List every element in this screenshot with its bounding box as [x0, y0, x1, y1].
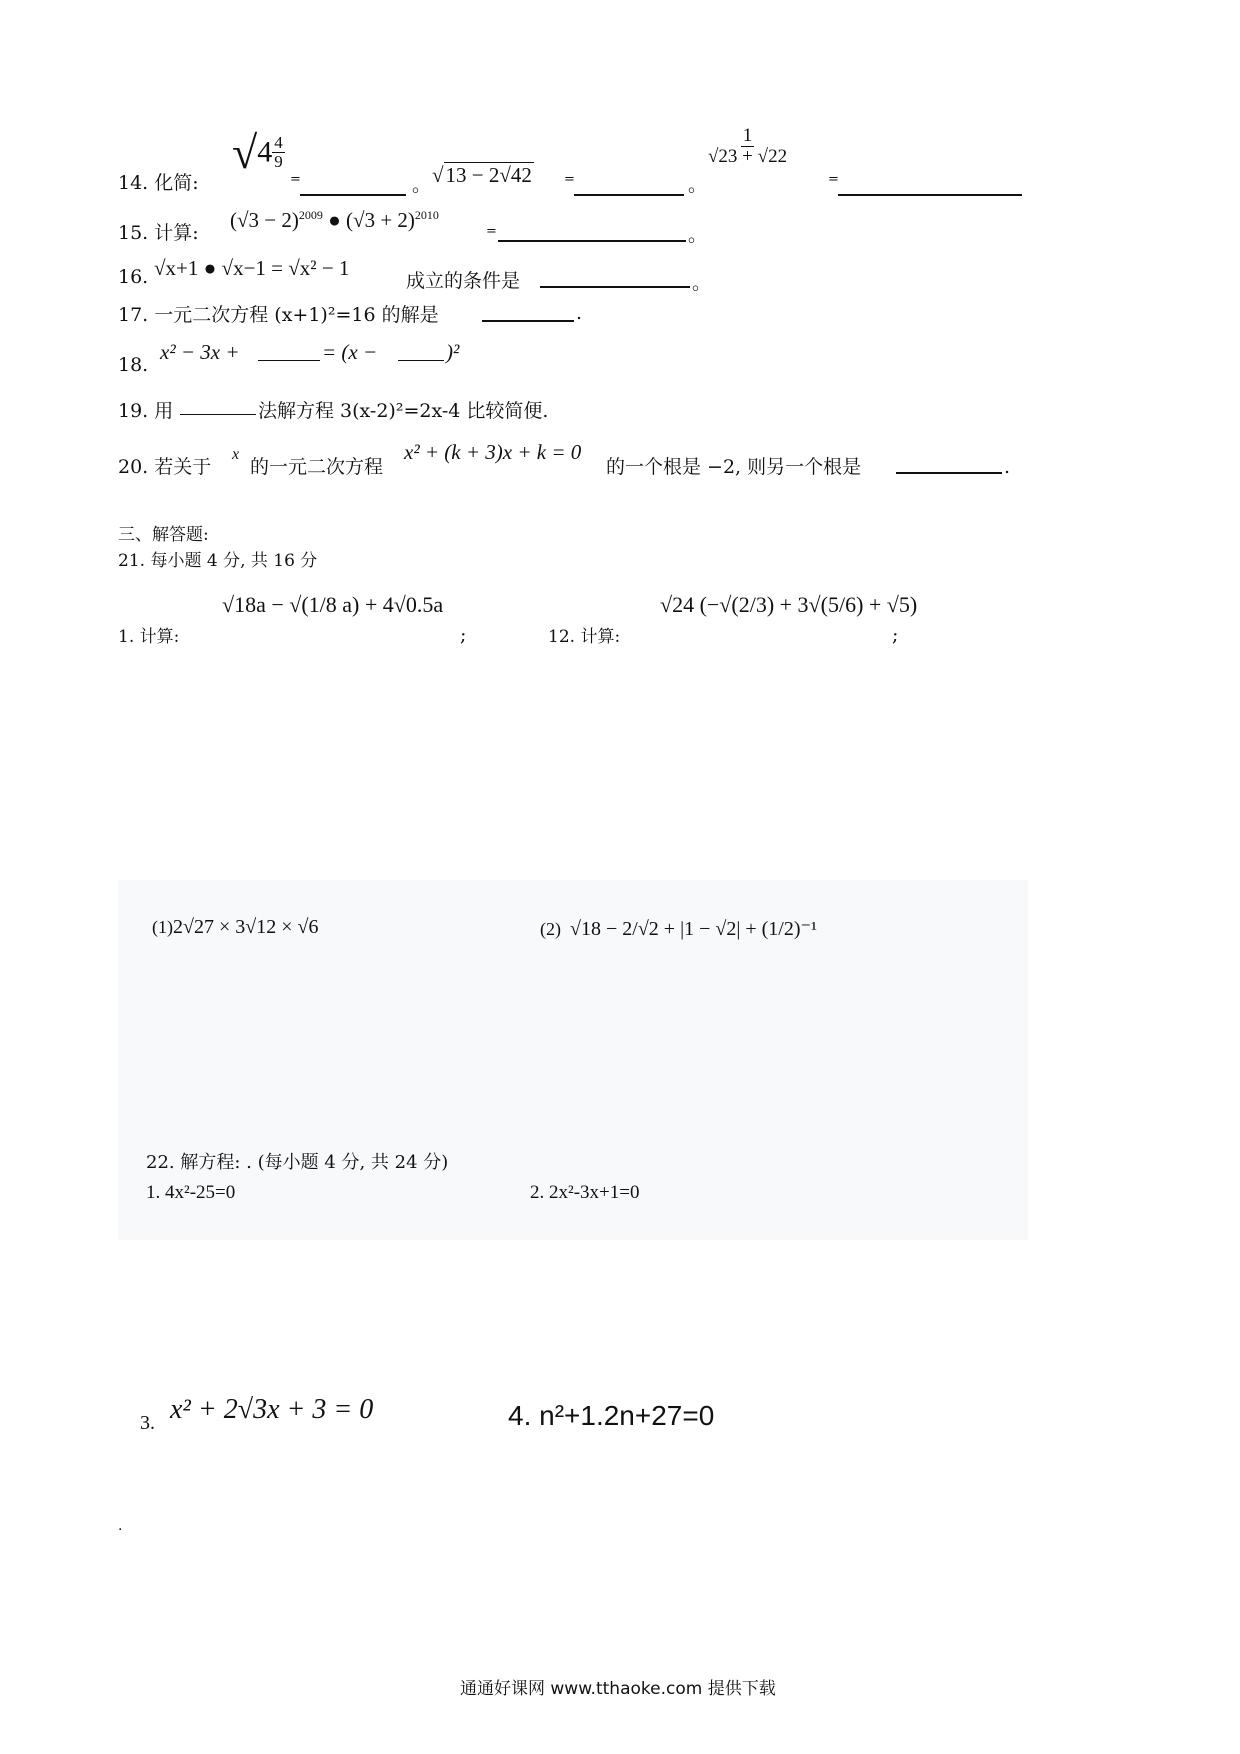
q21-header: 21. 每小题 4 分, 共 16 分 [118, 551, 318, 571]
q14-blank2[interactable] [574, 176, 684, 196]
q21-p2-expr: √24 (−√(2/3) + 3√(5/6) + √5) [660, 592, 918, 617]
q14-number: 14. 化简: [118, 172, 199, 194]
q20-blank[interactable] [896, 454, 1002, 474]
q20-var: x [232, 446, 240, 463]
q22-header: 22. 解方程: . (每小题 4 分, 共 24 分) [146, 1152, 449, 1173]
q16-text: 成立的条件是 [406, 270, 521, 292]
q21-p2-end: ; [892, 624, 899, 646]
q19-blank[interactable] [180, 398, 256, 415]
q21-p1-label: 1. 计算: [118, 627, 180, 647]
q20-c: 的一个根是 −2, 则另一个根是 [606, 456, 862, 478]
q16-blank[interactable] [540, 268, 690, 288]
q14-blank1[interactable] [300, 176, 406, 196]
q17-text: 17. 一元二次方程 (x+1)²=16 的解是 [118, 304, 439, 326]
q20-end: . [1004, 456, 1011, 478]
q16-number: 16. [118, 266, 149, 288]
q22-eq1: 1. 4x²-25=0 [146, 1182, 236, 1203]
q20-a: 20. 若关于 [118, 456, 212, 478]
q14-expr3: $\frac{1}{√23 + √22}$ [708, 125, 788, 167]
panel-item2: (2) √18 − 2/√2 + |1 − √2| + (1/2)⁻¹ [540, 918, 818, 940]
q19-a: 19. 用 [118, 400, 174, 422]
q18-number: 18. [118, 354, 149, 376]
q20-b: 的一元二次方程 [250, 456, 384, 478]
q22-eq4: 4. n²+1.2n+27=0 [508, 1400, 715, 1431]
q21-p1-end: ; [460, 624, 467, 646]
q18-blank2[interactable] [398, 344, 444, 361]
q15-end: 。 [688, 224, 708, 246]
q14-eq3: = [828, 172, 839, 187]
q15-eq: = [486, 224, 497, 239]
q16-end: 。 [692, 272, 712, 294]
q22-eq3: x² + 2√3x + 3 = 0 [170, 1394, 374, 1425]
q18-right: )² [446, 340, 460, 364]
q19-b: 法解方程 3(x-2)²=2x-4 比较简便. [258, 400, 549, 422]
q15-number: 15. 计算: [118, 222, 199, 244]
q18-blank1[interactable] [258, 344, 320, 361]
q22-eq2: 2. 2x²-3x+1=0 [530, 1182, 640, 1203]
q17-end: . [576, 302, 583, 324]
q14-blank3[interactable] [838, 176, 1022, 196]
q16-expr: √x+1 ● √x−1 = √x² − 1 [154, 256, 350, 280]
panel-item1: (1)2√27 × 3√12 × √6 [152, 916, 319, 938]
q15-expr: $(√3 - 2)^{2009}$ ● $(√3 + 2)^{2010}$ [230, 208, 439, 232]
q22-eq3-label: 3. [140, 1412, 155, 1434]
footer-text: 通通好课网 www.tthaoke.com 提供下载 [460, 1679, 776, 1699]
q14-expr2: √13 − 2√42 [432, 163, 532, 187]
q14-sep1: 。 [412, 174, 432, 196]
q21-p2-label: 12. 计算: [548, 627, 621, 647]
q14-eq1: = [290, 172, 301, 187]
section3-title: 三、解答题: [118, 525, 209, 545]
q20-eq: x² + (k + 3)x + k = 0 [404, 440, 582, 464]
stray-dot: . [118, 1518, 123, 1534]
q18-mid: = (x − [322, 340, 378, 364]
q17-blank[interactable] [482, 302, 574, 322]
q21-p1-expr: √18a − √(1/8 a) + 4√0.5a [222, 592, 444, 617]
q15-blank[interactable] [498, 222, 686, 242]
q14-expr1: √4 $\frac{4}{9}$ [232, 127, 283, 178]
q14-eq2: = [564, 172, 575, 187]
q18-left: x² − 3x + [160, 340, 240, 364]
q14-sep2: 。 [688, 174, 708, 196]
